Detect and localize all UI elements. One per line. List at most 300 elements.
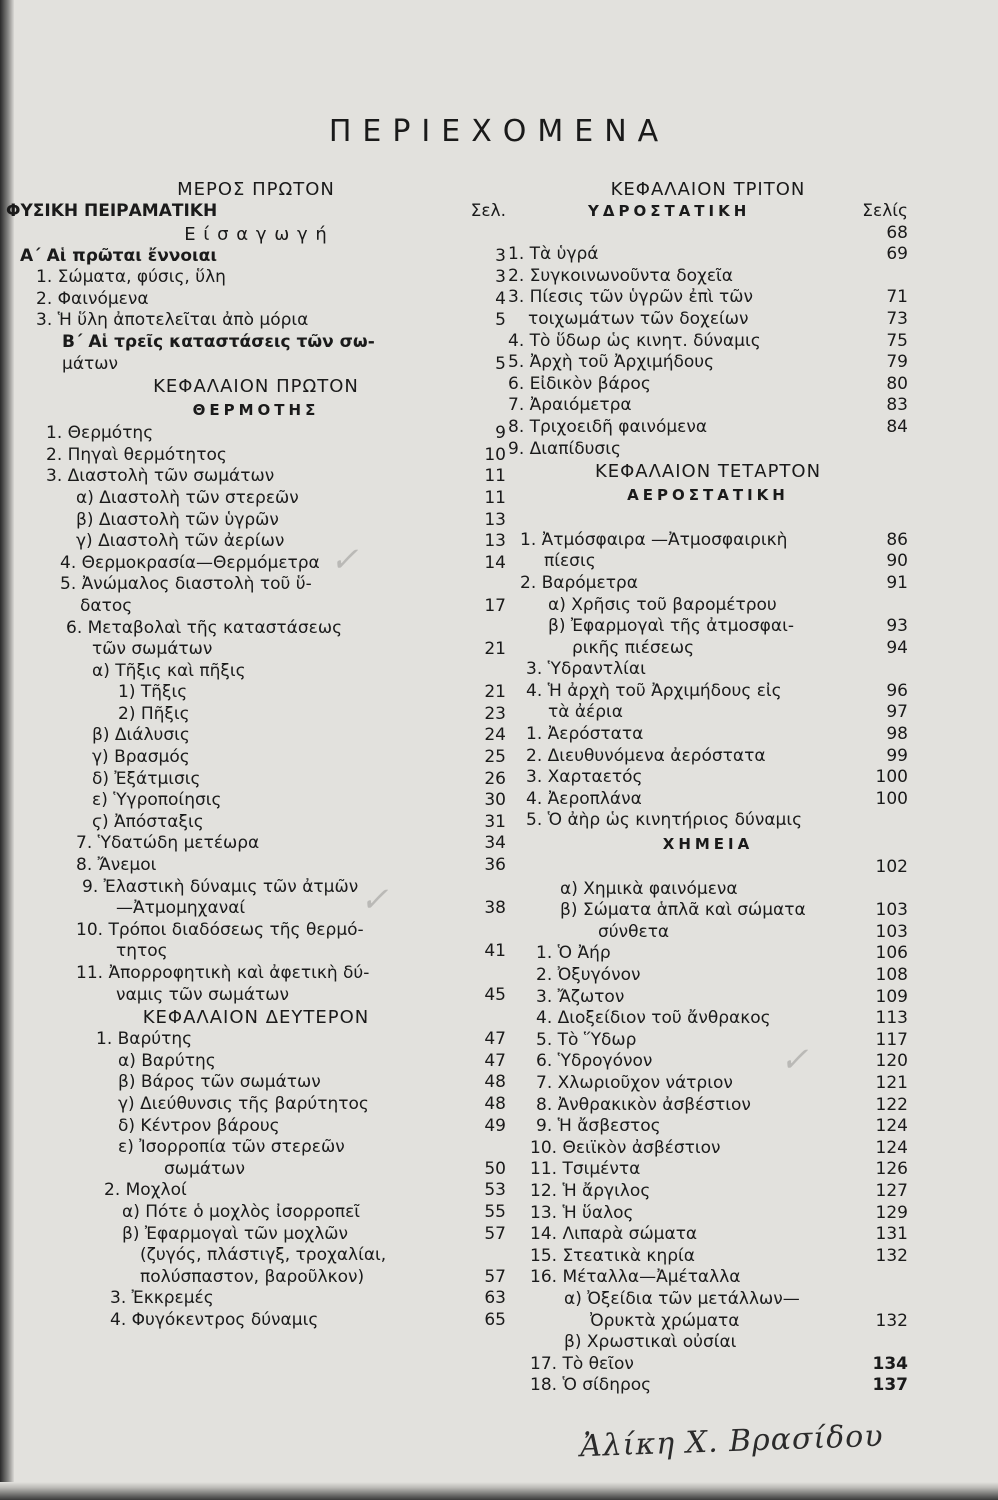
entry-title: 9. Ἐλαστικὴ δύναμις τῶν ἀτμῶν (82, 876, 359, 897)
entry-title: 13. Ἡ ὕαλος (530, 1202, 634, 1223)
toc-entry (508, 573, 908, 595)
entry-title: 1. Σώματα, φύσις, ὕλη (36, 267, 226, 288)
page-number: 69 (886, 244, 908, 265)
entry-title: α) Ὀξείδια τῶν μετάλλων— (564, 1288, 800, 1309)
entry-title: σωμάτων (164, 1158, 245, 1179)
page-number: 96 (886, 680, 908, 701)
toc-entry (6, 682, 506, 704)
entry-title: 1. Ὁ Ἀήρ (536, 943, 611, 964)
page-number: 3 (495, 245, 506, 266)
toc-entry (508, 417, 908, 439)
page-number: 10 (484, 444, 506, 465)
page-number: 132 (875, 1310, 908, 1331)
chapter-heading: ΚΕΦΑΛΑΙΟΝ ΔΕΥΤΕΡΟΝ (142, 1007, 370, 1029)
page-number: 113 (875, 1008, 908, 1029)
entry-title: 12. Ἡ ἄργιλος (530, 1180, 651, 1201)
section-heading (508, 178, 908, 201)
page-number: 5 (495, 310, 506, 331)
entry-title: 5. Ἀρχὴ τοῦ Ἀρχιμήδους (508, 352, 715, 373)
page-number: 48 (484, 1072, 506, 1093)
toc-entry (6, 898, 506, 920)
chapter-heading: ΜΕΡΟΣ ΠΡΩΤΟΝ (177, 179, 335, 200)
entry-title: 1. Ἀερόστατα (526, 724, 644, 745)
page-number: 31 (484, 811, 506, 832)
toc-entry (6, 1137, 506, 1159)
handwritten-signature: Ἀλίκη Χ. Βρασίδου (579, 1418, 885, 1465)
page-number: 23 (484, 703, 506, 724)
toc-entry (508, 244, 908, 266)
toc-entry (508, 681, 908, 703)
page-number: 55 (484, 1201, 506, 1222)
toc-entry (6, 1180, 506, 1202)
toc-entry (6, 661, 506, 683)
toc-entry (6, 246, 506, 268)
entry-title: 1. Ἀτμόσφαιρα —Ἀτμοσφαιρικὴ (520, 529, 788, 550)
toc-entry (6, 855, 506, 877)
entry-title: ε) Ὑγροποίησις (92, 790, 222, 811)
entry-title: γ) Διεύθυνσις τῆς βαρύτητος (118, 1093, 369, 1114)
toc-entry (6, 488, 506, 510)
page-number: 45 (484, 984, 506, 1005)
page-number: 108 (875, 965, 908, 985)
section-heading (6, 1006, 506, 1029)
entry-title: 3. Χαρταετός (526, 767, 643, 788)
page-number: 100 (875, 788, 908, 809)
page-number: 25 (484, 747, 506, 768)
entry-title: τητος (116, 941, 168, 962)
toc-entry (6, 510, 506, 532)
entry-title: πίεσις (544, 551, 596, 572)
page-number: 93 (886, 616, 908, 637)
entry-title: β) Χρωστικαὶ οὐσίαι (564, 1332, 737, 1353)
toc-entry (508, 1051, 908, 1073)
page-number: 5 (495, 353, 506, 374)
toc-entry (6, 790, 506, 812)
page-number: 73 (886, 308, 908, 329)
page-number: 98 (886, 724, 908, 745)
toc-entry (508, 1289, 908, 1311)
entry-title: δατος (80, 595, 133, 616)
toc-entry (508, 530, 908, 552)
toc-entry (508, 879, 908, 901)
entry-title: 18. Ὁ σίδηρος (530, 1375, 652, 1396)
toc-entry (6, 1094, 506, 1116)
page-number: Σελίς (862, 201, 908, 221)
entry-title: 11. Τσιμέντα (530, 1159, 641, 1180)
section-subtitle: ΧΗΜΕΙΑ (662, 835, 754, 854)
entry-title: 1. Βαρύτης (96, 1029, 193, 1050)
toc-entry (508, 1008, 908, 1030)
entry-title: β) Διαστολὴ τῶν ὑγρῶν (76, 509, 279, 530)
toc-entry (6, 201, 506, 223)
toc-entry (6, 747, 506, 769)
toc-entry (508, 595, 908, 617)
section-heading (6, 398, 506, 423)
pencil-checkmark: ✓ (360, 880, 389, 920)
toc-entry (508, 439, 908, 461)
toc-entry (508, 1181, 908, 1203)
toc-entry (6, 1202, 506, 1224)
entry-title: 2. Διευθυνόμενα ἀερόστατα (526, 745, 766, 766)
page-number: 65 (484, 1309, 506, 1330)
page-number: 50 (484, 1158, 506, 1179)
right-column (508, 178, 908, 1397)
toc-entry (6, 332, 506, 354)
page-number: 36 (484, 855, 506, 876)
pencil-checkmark: ✓ (780, 1040, 809, 1080)
toc-entry (508, 287, 908, 309)
entry-title: δ) Ἐξάτμισις (92, 768, 201, 789)
toc-entry (508, 1116, 908, 1138)
entry-title: 10. Θειϊκὸν ἀσβέστιον (530, 1137, 721, 1158)
toc-entry (508, 1375, 908, 1397)
entry-title: 2) Πῆξις (118, 703, 190, 724)
entry-title: σύνθετα (598, 921, 670, 942)
toc-entry (508, 309, 908, 331)
page-number: 121 (875, 1072, 908, 1093)
entry-title: 16. Μέταλλα—Ἀμέταλλα (530, 1267, 741, 1288)
section-heading (508, 460, 908, 483)
toc-entry (508, 965, 908, 987)
page-number: Σελ. (470, 201, 506, 221)
toc-entry (6, 704, 506, 726)
toc-entry (508, 702, 908, 724)
chapter-heading: ΚΕΦΑΛΑΙΟΝ ΤΕΤΑΡΤΟΝ (594, 461, 822, 483)
page-number: 47 (484, 1050, 506, 1071)
section-heading (508, 832, 908, 857)
page-number: 99 (886, 745, 908, 766)
toc-entry (508, 1267, 908, 1289)
toc-entry (6, 1029, 506, 1051)
toc-entry (6, 1051, 506, 1073)
toc-entry (508, 1095, 908, 1117)
page-number: 75 (886, 330, 908, 351)
entry-title: ναμις τῶν σωμάτων (116, 984, 290, 1005)
page-number: 124 (875, 1137, 908, 1158)
toc-entry (508, 1073, 908, 1095)
toc-entry (6, 531, 506, 553)
page-number: 71 (886, 287, 908, 308)
entry-title: 3. Ὑδραντλίαι (526, 659, 646, 680)
page-number: 103 (875, 900, 908, 921)
entry-title: 9. Ἡ ἄσβεστος (536, 1116, 661, 1137)
chapter-heading: Ε ί σ α γ ω γ ή (184, 223, 328, 245)
toc-entry (6, 941, 506, 963)
page-number: 102 (875, 857, 908, 878)
page-number: 94 (886, 637, 908, 658)
chapter-heading: ΚΕΦΑΛΑΙΟΝ ΠΡΩΤΟΝ (153, 376, 359, 398)
entry-title: 4. Τὸ ὕδωρ ὡς κινητ. δύναμις (508, 330, 761, 351)
entry-title: α) Χρῆσις τοῦ βαρομέτρου (548, 594, 777, 615)
entry-title: τῶν σωμάτων (92, 639, 213, 660)
toc-entry (6, 267, 506, 289)
entry-title: 5. Τὸ Ὕδωρ (536, 1029, 637, 1050)
toc-entry (508, 943, 908, 965)
toc-entry (508, 352, 908, 374)
toc-entry (6, 985, 506, 1007)
toc-entry (508, 746, 908, 768)
entry-title: 1. Θερμότης (46, 423, 154, 444)
page-number: 126 (875, 1159, 908, 1180)
toc-entry (508, 659, 908, 681)
toc-entry (508, 724, 908, 746)
page-number: 90 (886, 551, 908, 572)
page-number: 103 (875, 921, 908, 942)
entry-title: α) Διαστολὴ τῶν στερεῶν (76, 487, 299, 508)
page-number: 97 (886, 702, 908, 723)
toc-entry (6, 769, 506, 791)
entry-title: 5. Ὁ ἀὴρ ὡς κινητήριος δύναμις (526, 810, 803, 831)
entry-title: ε) Ἰσορροπία τῶν στερεῶν (118, 1137, 345, 1158)
entry-title: 6. Ὑδρογόνον (536, 1051, 653, 1072)
entry-title: 1) Τῆξις (118, 682, 188, 703)
toc-entry (508, 1030, 908, 1052)
toc-entry (508, 789, 908, 811)
page-number: 122 (875, 1094, 908, 1115)
page-number: 11 (484, 487, 506, 508)
entry-title: 4. Θερμοκρασία—Θερμόμετρα (60, 552, 320, 573)
toc-entry (6, 1224, 506, 1246)
page-number: 11 (484, 466, 506, 487)
toc-entry (6, 639, 506, 661)
entry-title: 8. Ἀνθρακικὸν ἀσβέστιον (536, 1094, 751, 1115)
entry-title: 2. Μοχλοί (104, 1180, 187, 1201)
page-number: 79 (886, 352, 908, 373)
page-bottom-shadow (0, 1482, 998, 1500)
entry-title: 1. Τὰ ὑγρά (508, 244, 599, 265)
page-number: 132 (875, 1245, 908, 1266)
page-number: 17 (484, 595, 506, 616)
entry-title: 6. Μεταβολαὶ τῆς καταστάσεως (66, 617, 343, 638)
page-number: 68 (886, 222, 908, 243)
toc-entry (6, 445, 506, 467)
entry-title: 4. Ἀεροπλάνα (526, 788, 642, 809)
toc-entry (508, 508, 908, 530)
entry-title: ΥΔΡΟΣΤΑΤΙΚΗ (588, 202, 751, 220)
entry-title: 7. Χλωριοῦχον νάτριον (536, 1072, 733, 1093)
toc-entry (508, 374, 908, 396)
toc-entry (508, 1354, 908, 1376)
toc-entry (6, 596, 506, 618)
page-number: 86 (886, 529, 908, 550)
entry-title: 7. Ἀραιόμετρα (508, 395, 632, 416)
entry-title: 5. Ἀνώμαλος διαστολὴ τοῦ ὕ- (60, 574, 312, 595)
toc-entry (508, 1311, 908, 1333)
entry-title: α) Βαρύτης (118, 1050, 216, 1071)
entry-title: β) Βάρος τῶν σωμάτων (118, 1072, 321, 1093)
page-number: 38 (484, 898, 506, 919)
entry-title: 11. Ἀπορροφητικὴ καὶ ἀφετικὴ δύ- (76, 963, 370, 983)
section-heading (6, 375, 506, 398)
toc-entry (6, 1245, 506, 1267)
toc-entry (508, 551, 908, 573)
entry-title: 10. Τρόποι διαδόσεως τῆς θερμό- (76, 919, 364, 940)
entry-title: —Ἀτμομηχαναί (116, 898, 246, 919)
entry-title: 7. Ὑδατώδη μετέωρα (76, 833, 260, 854)
page-number: 14 (484, 552, 506, 573)
toc-entry (6, 1288, 506, 1310)
toc-entry (508, 638, 908, 660)
entry-title: πολύσπαστον, βαροῦλκον) (140, 1266, 365, 1287)
entry-title: 4. Ἡ ἀρχὴ τοῦ Ἀρχιμήδους εἰς (526, 680, 782, 701)
toc-entry (508, 1138, 908, 1160)
entry-title: 3. Διαστολὴ τῶν σωμάτων (46, 466, 275, 487)
toc-entry (508, 1246, 908, 1268)
entry-title: 6. Εἰδικὸν βάρος (508, 373, 651, 394)
entry-title: ρικῆς πιέσεως (572, 637, 695, 658)
toc-entry (6, 289, 506, 311)
toc-entry (6, 920, 506, 942)
entry-title: γ) Διαστολὴ τῶν ἀερίων (76, 531, 285, 552)
toc-entry (6, 1267, 506, 1289)
entry-title: 2. Πηγαὶ θερμότητος (46, 444, 227, 465)
page-number: 131 (875, 1224, 908, 1245)
toc-entry (508, 810, 908, 832)
entry-title: β) Σώματα ἁπλᾶ καὶ σώματα (560, 900, 806, 921)
page-number: 80 (886, 373, 908, 394)
entry-title: Β΄ Αἱ τρεῖς καταστάσεις τῶν σω- (62, 331, 375, 352)
page-number: 21 (484, 639, 506, 660)
entry-title: 2. Φαινόμενα (36, 288, 149, 309)
toc-entry (508, 1224, 908, 1246)
page-number: 129 (875, 1202, 908, 1223)
toc-entry (508, 922, 908, 944)
page-number: 53 (484, 1180, 506, 1201)
entry-title: β) Ἐφαρμογαὶ τῆς ἀτμοσφαι- (548, 616, 794, 637)
entry-title: δ) Κέντρον βάρους (118, 1115, 280, 1136)
toc-entry (6, 354, 506, 376)
section-subtitle: ΘΕΡΜΟΤΗΣ (192, 401, 320, 420)
page-number: 30 (484, 790, 506, 811)
toc-entry (6, 833, 506, 855)
toc-entry (508, 223, 908, 245)
entry-title: 3. Ἡ ὕλη ἀποτελεῖται ἀπὸ μόρια (36, 310, 309, 331)
entry-title: 4. Φυγόκεντρος δύναμις (110, 1309, 319, 1330)
entry-title: 3. Ἄζωτον (536, 986, 625, 1007)
page-number: 49 (484, 1115, 506, 1136)
page-number: 137 (872, 1375, 908, 1396)
entry-title: γ) Βρασμός (92, 747, 190, 768)
page-number: 13 (484, 509, 506, 530)
toc-entry (6, 1072, 506, 1094)
page-number: 57 (484, 1266, 506, 1287)
entry-title: 17. Τὸ θεῖον (530, 1353, 634, 1374)
section-heading (508, 483, 908, 508)
section-subtitle: ΑΕΡΟΣΤΑΤΙΚΗ (627, 486, 789, 505)
toc-entry (6, 1310, 506, 1332)
toc-entry (6, 963, 506, 985)
entry-title: α) Πότε ὁ μοχλὸς ἰσορροπεῖ (122, 1201, 361, 1222)
page-title: ΠΕΡΙΕΧΟΜΕΝΑ (328, 114, 670, 149)
entry-title: 15. Στεατικὰ κηρία (530, 1245, 695, 1266)
entry-title: Α΄ Αἱ πρῶται ἔννοιαι (20, 245, 217, 266)
page-number: 91 (886, 572, 908, 593)
page-number: 9 (495, 423, 506, 444)
page-number: 4 (495, 288, 506, 309)
toc-entry (6, 1116, 506, 1138)
entry-title: 14. Λιπαρὰ σώματα (530, 1224, 698, 1245)
toc-entry (6, 1159, 506, 1181)
toc-entry (508, 987, 908, 1009)
page-number: 57 (484, 1223, 506, 1244)
entry-title: τοιχωμάτων τῶν δοχείων (528, 308, 749, 329)
page-number: 100 (875, 767, 908, 788)
page-number: 3 (495, 267, 506, 288)
entry-title: (ζυγός, πλάστιγξ, τροχαλίαι, (140, 1245, 387, 1266)
entry-title: 4. Διοξείδιον τοῦ ἄνθρακος (536, 1008, 771, 1029)
page-number: 21 (484, 682, 506, 703)
left-column (6, 178, 506, 1332)
page-number: 26 (484, 768, 506, 789)
page-number: 63 (484, 1288, 506, 1309)
page-number: 106 (875, 943, 908, 964)
page-number: 47 (484, 1029, 506, 1050)
entry-title: ϛ) Ἀπόσταξις (92, 811, 204, 832)
page-number: 120 (875, 1051, 908, 1072)
page-number: 24 (484, 725, 506, 746)
section-heading (6, 178, 506, 201)
toc-entry (508, 1159, 908, 1181)
toc-entry (508, 1332, 908, 1354)
page-number: 13 (484, 531, 506, 552)
toc-entry (6, 812, 506, 834)
entry-title: β) Διάλυσις (92, 725, 190, 746)
toc-entry (508, 201, 908, 223)
chapter-heading: ΚΕΦΑΛΑΙΟΝ ΤΡΙΤΟΝ (610, 179, 806, 200)
entry-title: 9. Διαπίδυσις (508, 438, 621, 459)
toc-entry (6, 466, 506, 488)
entry-title: ΦΥΣΙΚΗ ΠΕΙΡΑΜΑΤΙΚΗ (6, 201, 218, 221)
entry-title: 8. Τριχοειδῆ φαινόμενα (508, 416, 708, 437)
toc-entry (508, 266, 908, 288)
entry-title: α) Τῆξις καὶ πῆξις (92, 660, 246, 681)
toc-entry (6, 574, 506, 596)
toc-entry (508, 395, 908, 417)
pencil-checkmark: ✓ (330, 540, 359, 580)
page-number: 48 (484, 1093, 506, 1114)
page-number: 117 (875, 1029, 908, 1050)
toc-entry (6, 725, 506, 747)
toc-entry (508, 900, 908, 922)
toc-entry (6, 618, 506, 640)
page-number: 124 (875, 1116, 908, 1137)
toc-entry (6, 877, 506, 899)
entry-title: 8. Ἄνεμοι (76, 855, 157, 876)
page-number: 83 (886, 395, 908, 416)
entry-title: 2. Βαρόμετρα (520, 572, 638, 593)
toc-entry (6, 553, 506, 575)
entry-title: 2. Ὀξυγόνον (536, 965, 641, 985)
page-number: 34 (484, 833, 506, 854)
toc-entry (6, 423, 506, 445)
page-number: 109 (875, 986, 908, 1007)
entry-title: β) Ἐφαρμογαὶ τῶν μοχλῶν (122, 1223, 349, 1244)
entry-title: μάτων (62, 353, 118, 374)
toc-entry (508, 1203, 908, 1225)
entry-title: α) Χημικὰ φαινόμενα (560, 878, 738, 899)
entry-title: 3. Ἐκκρεμές (110, 1288, 214, 1309)
entry-title: 2. Συγκοινωνοῦντα δοχεῖα (508, 265, 734, 286)
section-heading (6, 223, 506, 246)
toc-entry (508, 331, 908, 353)
page-number: 134 (872, 1353, 908, 1374)
page-number: 41 (484, 941, 506, 962)
page-number: 84 (886, 416, 908, 437)
page-number: 127 (875, 1180, 908, 1201)
entry-title: 3. Πίεσις τῶν ὑγρῶν ἐπὶ τῶν (508, 287, 753, 308)
entry-title: τὰ ἀέρια (548, 702, 623, 723)
toc-entry (508, 857, 908, 879)
